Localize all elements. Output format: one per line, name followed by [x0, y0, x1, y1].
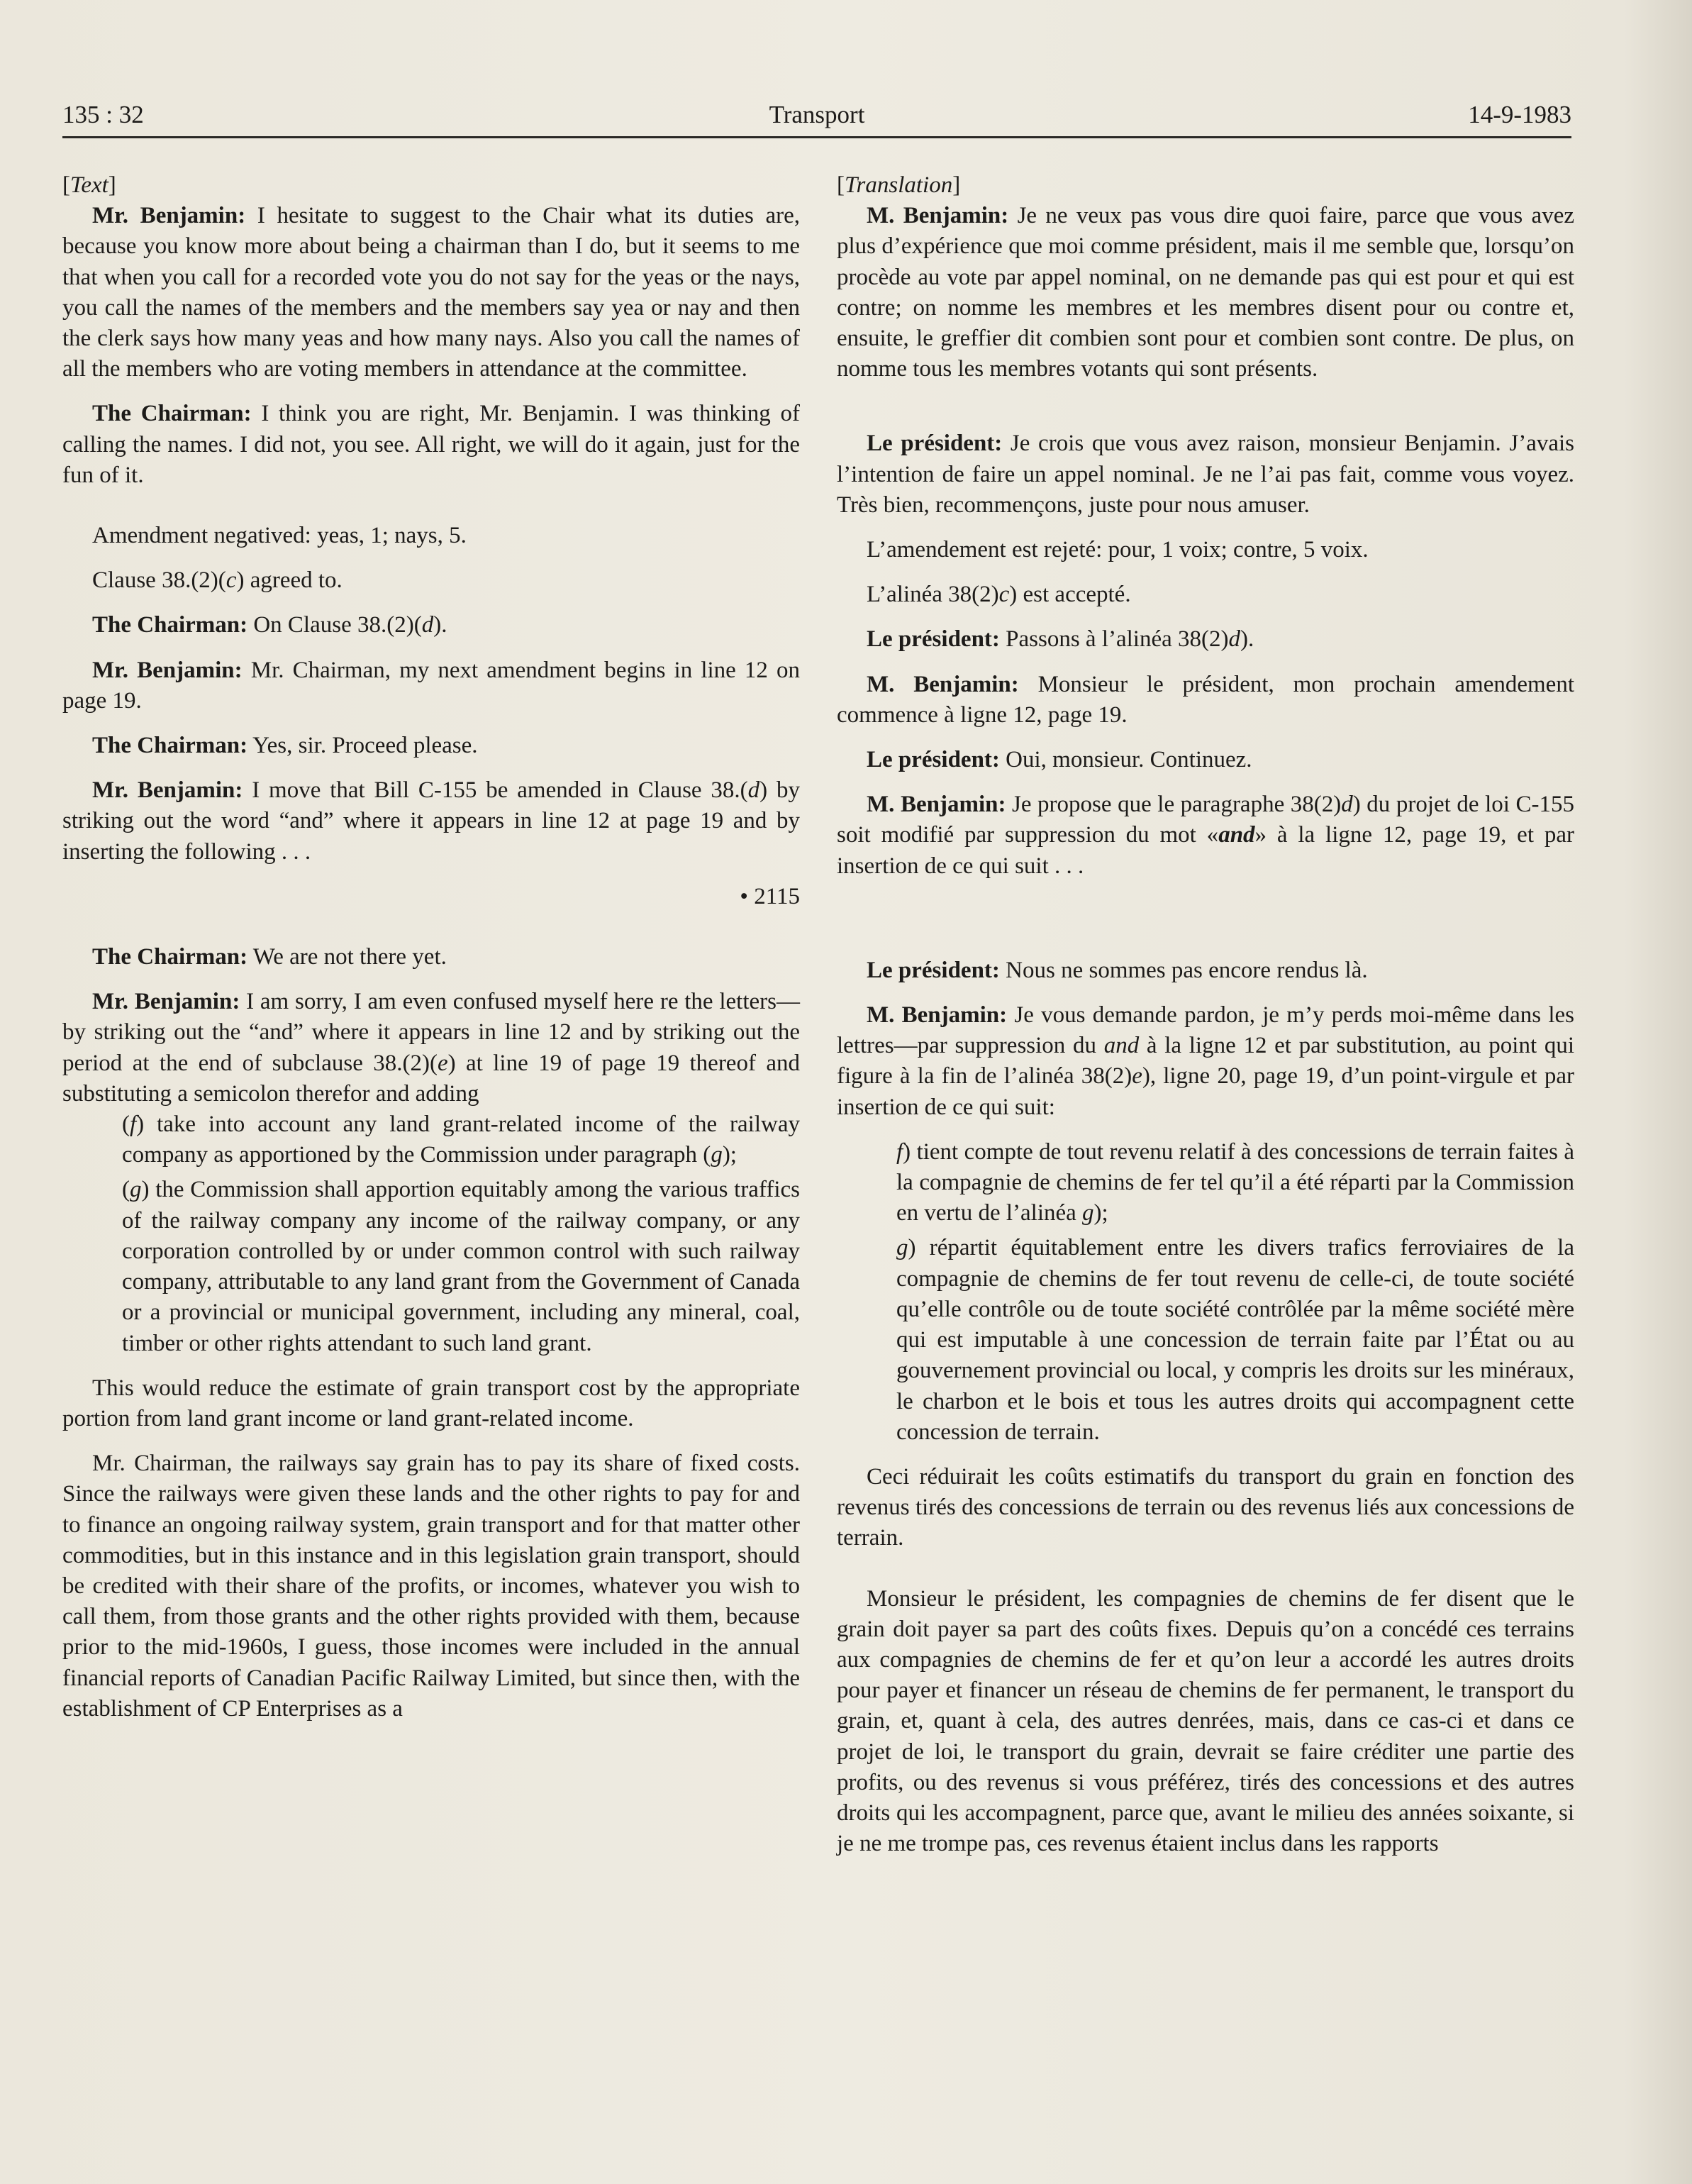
paragraph: Mr. Benjamin: I move that Bill C-155 be amended in Clause 38.(d) by striking out the word “and” where it appears in line 12 at page 19 and by inserting the following . . . [62, 777, 800, 865]
motion-result: L’amendement est rejeté: pour, 1 voix; contre, 5 voix. [867, 537, 1369, 563]
french-column [837, 170, 1574, 1859]
paragraph: Le président: Oui, monsieur. Continuez. [867, 747, 1252, 773]
speaker: M. Benjamin: [867, 792, 1006, 818]
paragraph: Le président: Passons à l’alinéa 38(2)d). [867, 626, 1254, 653]
speaker: Le président: [867, 957, 1000, 983]
subparagraph-f: (f) take into account any land grant-related income of the railway company as apportioned by the Commission under paragraph (g); [122, 1112, 800, 1168]
speaker: M. Benjamin: [867, 1002, 1008, 1029]
speaker: The Chairman: [92, 733, 248, 759]
paragraph: M. Benjamin: Je ne veux pas vous dire quoi faire, parce que vous avez plus d’expérience que moi comme président, mais il me semble que, lorsqu’on procède au vote par appel nominal, on ne demande pas qui est pour et qui est contre; on nomme les membres et les membres disent pour ou contre et, ensuite, le greffier dit combien sont pour et combien sont contre. De plus, on nomme tous les membres votants qui sont présents. [837, 203, 1574, 382]
motion-result: Amendment negatived: yeas, 1; nays, 5. [92, 523, 467, 549]
paragraph: Le président: Je crois que vous avez raison, monsieur Benjamin. J’avais l’intention de faire un appel nominal. Je ne l’ai pas fait, comme vous voyez. Très bien, recommençons, juste pour nous amuser. [837, 431, 1574, 518]
paragraph: Ceci réduirait les coûts estimatifs du transport du grain en fonction des revenus tirés des concessions de terrain ou des revenus liés aux concessions de terrain. [837, 1463, 1574, 1551]
paragraph: M. Benjamin: Je vous demande pardon, je m’y perds moi-même dans les lettres—par suppression du and à la ligne 12 et par substitution, au point qui figure à la fin de l’alinéa 38(2)e), ligne 20, page 19, d’un point-virgule et par insertion de ce qui suit: [837, 1002, 1575, 1120]
time-marker: • 2115 [740, 883, 800, 909]
paragraph: The Chairman: We are not there yet. [92, 944, 447, 970]
motion-result: L’alinéa 38(2)c) est accepté. [867, 582, 1131, 608]
speaker: Le président: [867, 747, 1000, 773]
paragraph: M. Benjamin: Je propose que le paragraphe 38(2)d) du projet de loi C-155 soit modifié par suppression du mot «and» à la ligne 12, page 19, et par insertion de ce qui suit . . . [837, 792, 1574, 879]
paragraph: Le président: Nous ne sommes pas encore rendus là. [867, 957, 1368, 983]
speaker: The Chairman: [92, 401, 252, 427]
english-column [62, 170, 800, 1724]
speaker: Le président: [867, 431, 1003, 457]
paragraph: The Chairman: On Clause 38.(2)(d). [92, 612, 447, 638]
paragraph: Monsieur le président, les compagnies de chemins de fer disent que le grain doit payer sa part des coûts fixes. Depuis qu’on a concédé ces terrains aux compagnies de chemins de fer et qu’on leur a accordé les autres droits pour payer et financer un réseau de chemins de fer permanent, le transport du grain, et, quant à cela, des autres denrées, mais, dans ce cas-ci et dans ce projet de loi, le transport du grain, devrait se faire créditer une partie des profits, ou des revenus si vous préférez, tirés des concessions et des autres droits qui les accompagnent, parce que, avant le milieu des années soixante, si je ne me trompe pas, ces revenus étaient inclus dans les rapports [837, 1585, 1574, 1857]
paragraph: M. Benjamin: Monsieur le président, mon prochain amendement commence à ligne 12, page 19. [837, 671, 1574, 728]
speaker: Le président: [867, 626, 1000, 653]
running-title: Transport [769, 101, 865, 128]
page-number: 135 : 32 [62, 101, 144, 128]
speaker: Mr. Benjamin: [92, 657, 243, 683]
paragraph: Mr. Chairman, the railways say grain has to pay its share of fixed costs. Since the railways were given these lands and the other rights to pay for and to finance an ongoing railway system, grain transport and for that matter other commodities, but in this instance and in this legislation grain transport, should be credited with their share of the profits, or incomes, whatever you wish to call them, from those grants and the other rights provided with them, because prior to the mid-1960s, I guess, those incomes were included in the annual financial reports of Canadian Pacific Railway Limited, but since then, with the establishment of CP Enterprises as a [62, 1451, 800, 1722]
page-header [62, 99, 1571, 138]
speaker: The Chairman: [92, 612, 248, 638]
speaker: Mr. Benjamin: [92, 777, 243, 804]
subparagraph-f: f) tient compte de tout revenu relatif à des concessions de terrain faites à la compagnie de chemins de fer tel qu’il a été réparti par la Commission en vertu de l’alinéa g); [896, 1138, 1574, 1226]
motion-result: Clause 38.(2)(c) agreed to. [92, 567, 343, 594]
speaker: M. Benjamin: [867, 203, 1009, 229]
paragraph: Mr. Benjamin: I hesitate to suggest to the Chair what its duties are, because you know more about being a chairman than I do, but it seems to me that when you call for a recorded vote you do not say for the yeas or the nays, you call the names of the members and the members say yea or nay and then the clerk says how many yeas and how many nays. Also you call the names of all the members who are voting members in attendance at the committee. [62, 203, 800, 382]
paragraph: The Chairman: Yes, sir. Proceed please. [92, 733, 478, 759]
paragraph: Mr. Benjamin: Mr. Chairman, my next amendment begins in line 12 on page 19. [62, 657, 801, 714]
subparagraph-g: (g) the Commission shall apportion equitably among the various traffics of the railway company any income of the railway company, or any corporation controlled by or under common control with such railway company, attributable to any land grant from the Government of Canada or a provincial or municipal government, including any mineral, coal, timber or other rights attendant to such land grant. [122, 1177, 800, 1356]
speaker: M. Benjamin: [867, 671, 1019, 697]
paragraph: This would reduce the estimate of grain transport cost by the appropriate portion from land grant income or land grant-related income. [62, 1375, 800, 1431]
subparagraph-g: g) répartit équitablement entre les divers trafics ferroviaires de la compagnie de chemins de fer tout revenu de celle-ci, de toute société qu’elle contrôle ou de toute société contrôlée par la même société mère qui est imputable à une concession de terrain faite par l’État ou au gouvernement provincial ou local, y compris les droits sur les minéraux, le charbon et le bois et tous les autres droits qui accompagnent cette concession de terrain. [896, 1235, 1574, 1445]
paragraph: Mr. Benjamin: I am sorry, I am even confused myself here re the letters—by striking out the “and” where it appears in line 12 and by striking out the period at the end of subclause 38.(2)(e) at line 19 of page 19 thereof and substituting a semicolon therefor and adding [62, 989, 800, 1107]
speaker: Mr. Benjamin: [92, 989, 240, 1015]
column-tag: [Text] [62, 172, 116, 198]
header-date: 14-9-1983 [1468, 101, 1571, 128]
paragraph: The Chairman: I think you are right, Mr. Benjamin. I was thinking of calling the names. I did not, you see. All right, we will do it again, just for the fun of it. [62, 401, 801, 488]
speaker: The Chairman: [92, 944, 248, 970]
speaker: Mr. Benjamin: [92, 203, 246, 229]
column-tag: [Translation] [837, 172, 961, 198]
